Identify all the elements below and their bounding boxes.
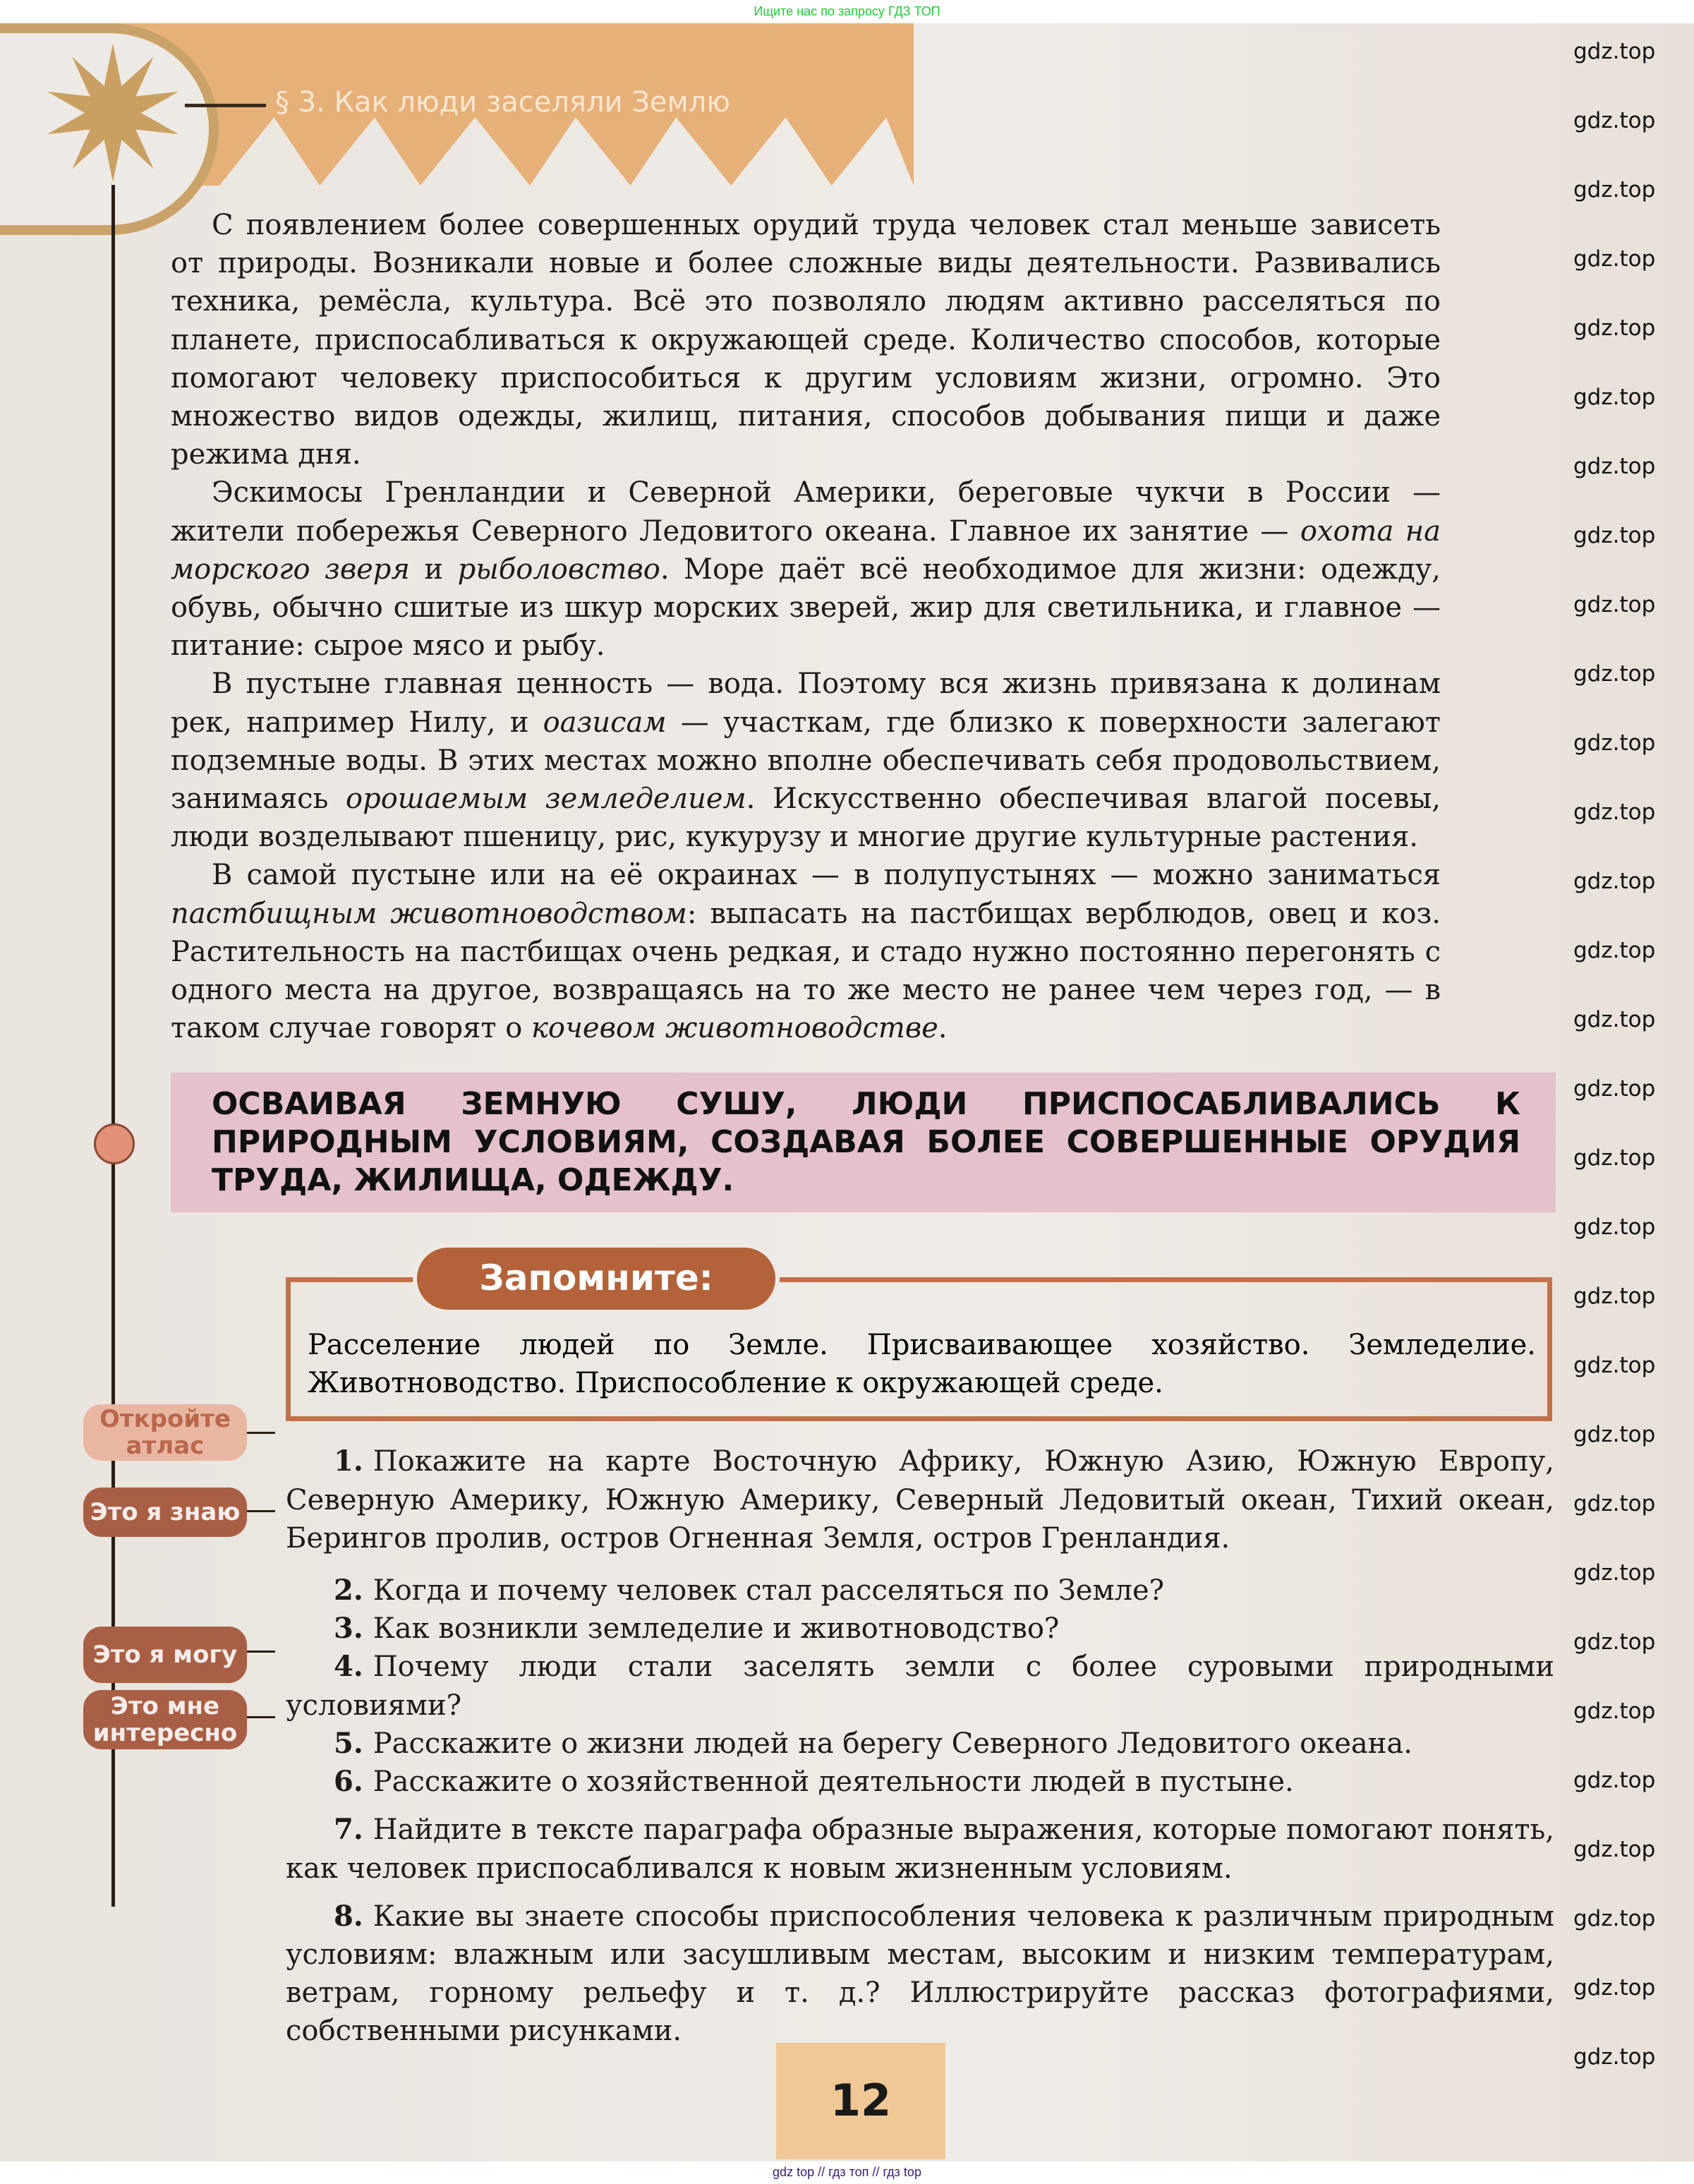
question-text: Покажите на карте Восточную Африку, Южную Азию, Южную Европу, Северную Америку, Южную Америку, Северный Ледовитый океан, Тихий океан, Берингов пролив, остров Огненная Земля, остров Гренландия.: [286, 1445, 1554, 1555]
watermark: gdz.top: [1573, 108, 1656, 133]
term: орошаемым земледелием: [346, 783, 746, 816]
side-connector: [247, 1432, 275, 1434]
watermark: gdz.top: [1573, 1768, 1656, 1793]
text-run: и: [409, 553, 458, 586]
questions-list: [286, 1442, 1554, 2050]
question-item: [286, 1763, 1554, 1801]
question-item: [286, 1442, 1554, 1557]
term: рыболовство: [457, 553, 660, 586]
watermark: gdz.top: [1573, 1975, 1656, 2001]
watermark: gdz.top: [1573, 1837, 1656, 1862]
question-text: Как возникли земледелие и животноводство?: [373, 1612, 1060, 1646]
question-item: [286, 1610, 1554, 1648]
question-number: 8.: [334, 1899, 363, 1933]
watermark: gdz.top: [1573, 1560, 1656, 1586]
text-run: . Искусственно обеспечивая влагой посевы, люди возделывают пшеницу, рис, кукурузу и многие другие культурные растения.: [171, 783, 1441, 854]
watermark-column: [1573, 39, 1679, 2113]
text-run: — участкам, где близко к поверхности залегают подземные воды. В этих местах можно вполне обеспечивать себя продовольствием, занимаясь: [171, 706, 1441, 816]
paragraph: [171, 856, 1441, 1047]
question-number: 2.: [334, 1574, 363, 1607]
key-idea-box: [171, 1073, 1556, 1212]
side-label-can: Это я могу: [83, 1627, 247, 1683]
remember-text: Расселение людей по Земле. Присваивающее хозяйство. Земледелие. Животноводство. Приспособление к окружающей среде.: [308, 1329, 1536, 1400]
watermark: gdz.top: [1573, 1629, 1656, 1655]
question-text: Когда и почему человек стал расселяться по Земле?: [373, 1574, 1165, 1607]
bottom-note: gdz top // гдз топ // гдз top: [773, 2165, 921, 2179]
question-item: [286, 1725, 1554, 1763]
watermark: gdz.top: [1573, 1007, 1656, 1032]
paragraph: [171, 665, 1441, 856]
paragraph: [171, 206, 1441, 473]
watermark: gdz.top: [1573, 730, 1656, 756]
page-title: § 3. Как люди заселяли Землю: [275, 86, 730, 119]
term: охота на морского зверя: [171, 514, 1441, 586]
page-number: 12: [776, 2043, 945, 2159]
question-item: [286, 1811, 1554, 1887]
text-run: В пустыне главная ценность — вода. Поэтому вся жизнь привязана к долинам рек, например Нилу, и: [171, 668, 1441, 739]
text-run: . Море даёт всё необходимое для жизни: одежду, обувь, обычно сшитые из шкур морских зверей, жир для светильника, и главное — питание: сырое мясо и рыбу.: [171, 553, 1441, 663]
side-label-interesting: Это мне интересно: [83, 1690, 247, 1749]
remember-label: Запомните:: [413, 1243, 780, 1314]
watermark: gdz.top: [1573, 661, 1656, 687]
watermark: gdz.top: [1573, 1491, 1656, 1516]
side-connector: [247, 1510, 275, 1512]
body-text: [171, 206, 1441, 1047]
question-number: 5.: [334, 1726, 363, 1760]
question-text: Расскажите о жизни людей на берегу Северного Ледовитого океана.: [373, 1727, 1412, 1760]
watermark: gdz.top: [1573, 39, 1656, 64]
star-icon: [42, 42, 183, 183]
term: оазисам: [543, 706, 667, 739]
text-run: В самой пустыне или на её окраинах — в полупустынях — можно заниматься: [212, 859, 1441, 892]
watermark: gdz.top: [1573, 177, 1656, 203]
term: кочевом животноводстве: [531, 1012, 938, 1045]
text-run: : выпасать на пастбищах верблюдов, овец и коз. Растительность на пастбищах очень редкая, и стадо нужно постоянно перегонять с одного места на другое, возвращаясь на то же место не ранее чем через год, — в таком случае говорят о: [171, 897, 1441, 1045]
watermark: gdz.top: [1573, 869, 1656, 894]
watermark: gdz.top: [1573, 1284, 1656, 1309]
top-note: Ищите нас по запросу ГДЗ ТОП: [754, 4, 940, 18]
watermark: gdz.top: [1573, 385, 1656, 410]
key-idea-marker: [94, 1123, 135, 1164]
watermark: gdz.top: [1573, 800, 1656, 825]
question-item: [286, 1648, 1554, 1724]
watermark: gdz.top: [1573, 1076, 1656, 1102]
question-number: 1.: [334, 1444, 363, 1478]
watermark: gdz.top: [1573, 1906, 1656, 1931]
watermark: gdz.top: [1573, 315, 1656, 341]
title-dash: [185, 104, 266, 107]
question-text: Найдите в тексте параграфа образные выражения, которые помогают понять, как человек приспосабливался к новым жизненным условиям.: [286, 1814, 1554, 1885]
key-idea-text: ОСВАИВАЯ ЗЕМНУЮ СУШУ, ЛЮДИ ПРИСПОСАБЛИВАЛИСЬ К ПРИРОДНЫМ УСЛОВИЯМ, СОЗДАВАЯ БОЛЕЕ СОВЕРШЕННЫЕ ОРУДИЯ ТРУДА, ЖИЛИЩА, ОДЕЖДУ.: [212, 1086, 1520, 1199]
side-label-know: Это я знаю: [83, 1488, 247, 1537]
question-number: 3.: [334, 1612, 363, 1646]
side-connector: [247, 1651, 275, 1653]
text-run: .: [938, 1012, 948, 1045]
question-text: Расскажите о хозяйственной деятельности людей в пустыне.: [373, 1766, 1294, 1799]
term: пастбищным животноводством: [171, 897, 687, 930]
side-connector: [247, 1716, 275, 1718]
side-label-atlas: Откройте атлас: [83, 1404, 247, 1461]
watermark: gdz.top: [1573, 2044, 1656, 2070]
text-run: С появлением более совершенных орудий труда человек стал меньше зависеть от природы. Возникали новые и более сложные виды деятельности. Развивались техника, ремёсла, культура. Всё это позволяло людям активно расселяться по планете, приспосабливаться к окружающей среде. Количество способов, которые помогают человеку приспособиться к другим условиям жизни, огромно. Это множество видов одежды, жилищ, питания, способов добывания пищи и даже режима дня.: [171, 209, 1441, 471]
watermark: gdz.top: [1573, 592, 1656, 617]
watermark: gdz.top: [1573, 938, 1656, 963]
question-text: Почему люди стали заселять земли с более суровыми природными условиями?: [286, 1651, 1554, 1722]
question-number: 7.: [334, 1813, 363, 1847]
question-text: Какие вы знаете способы приспособления человека к различным природным условиям: влажным или засушливым местам, высоким и низким температурам, ветрам, горному рельефу и т. д.? Иллюстрируйте рассказ фотографиями, собственными рисунками.: [286, 1900, 1554, 2048]
question-number: 4.: [334, 1650, 363, 1684]
text-run: Эскимосы Гренландии и Северной Америки, береговые чукчи в России — жители побережья Северного Ледовитого океана. Главное их занятие —: [171, 476, 1441, 548]
paragraph: [171, 473, 1441, 665]
watermark: gdz.top: [1573, 523, 1656, 548]
question-item: [286, 1571, 1554, 1610]
watermark: gdz.top: [1573, 454, 1656, 479]
watermark: gdz.top: [1573, 1699, 1656, 1724]
watermark: gdz.top: [1573, 1422, 1656, 1447]
watermark: gdz.top: [1573, 246, 1656, 272]
main-column: [171, 206, 1556, 2051]
watermark: gdz.top: [1573, 1214, 1656, 1240]
question-number: 6.: [334, 1765, 363, 1799]
watermark: gdz.top: [1573, 1145, 1656, 1171]
question-item: [286, 1898, 1554, 2051]
watermark: gdz.top: [1573, 1353, 1656, 1378]
remember-section: [286, 1257, 1552, 1421]
